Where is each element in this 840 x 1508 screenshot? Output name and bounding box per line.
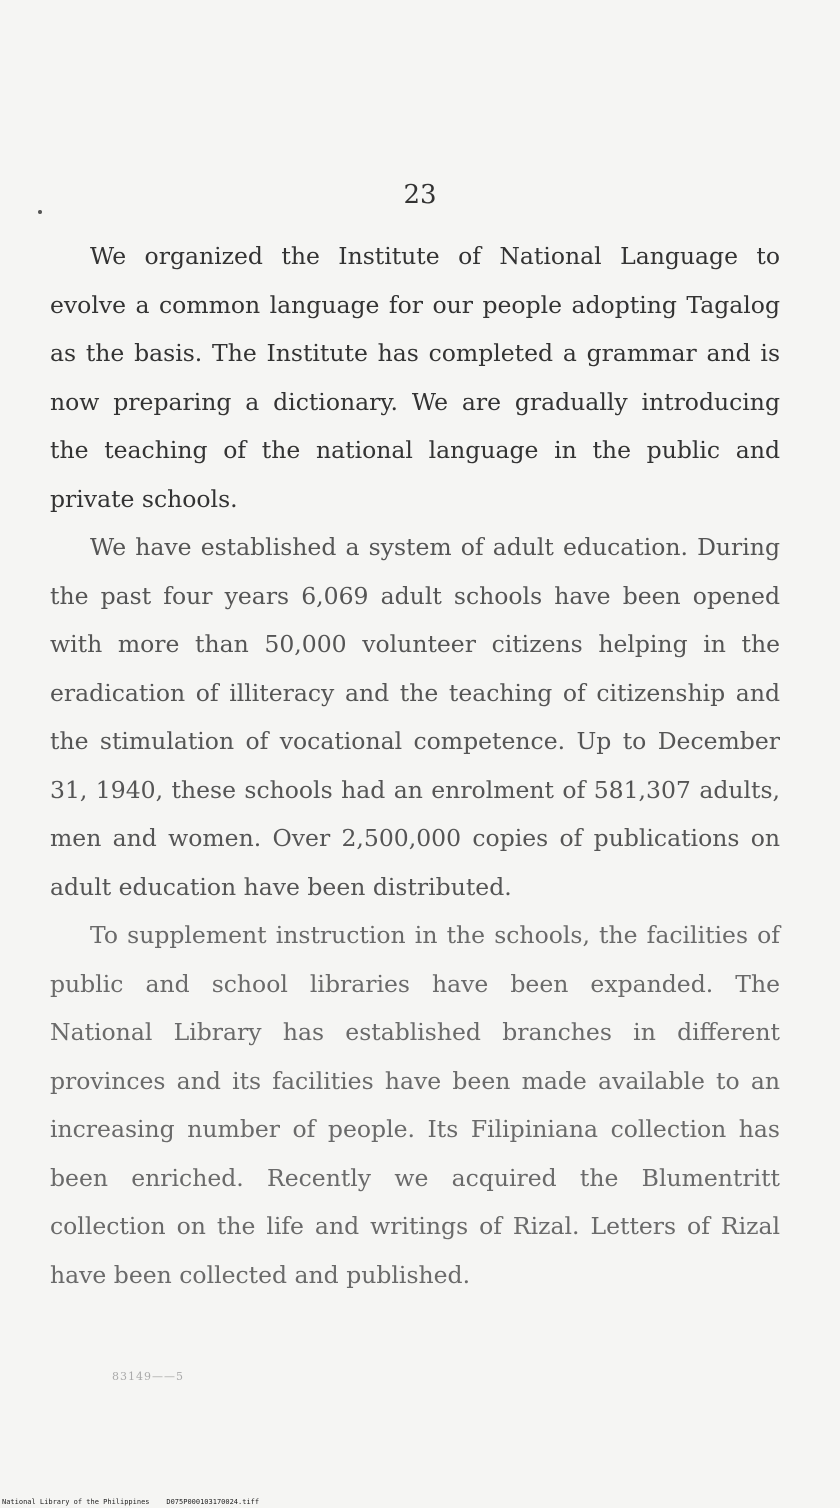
paragraph-adult-education: We have established a system of adult education. During the past four years 6,069 adult schools have been opened with more than 50,000 volunteer citizens helping in the eradication of illiteracy and the teaching of citizenship and the stimulation of vocational competence. Up to December 31, 1940, these schools had an enrolment of 581,307 adults, men and women. Over 2,500,000 copies of publications on adult education have been distributed. [50,533,780,901]
page-number: 23 [403,180,437,210]
stray-mark [38,210,42,214]
scan-footer [2,1498,259,1506]
body-text [50,232,780,1299]
printer-mark: 83149——5 [112,1370,184,1383]
paragraph-national-language: We organized the Institute of National Language to evolve a common language for our people adopting Tagalog as the basis. The Institute has completed a grammar and is now preparing a dictionary. We are gradually introducing the teaching of the national language in the public and private schools. [50,242,780,513]
footer-file: D075P00010317002‍4.tiff [166,1498,260,1506]
footer-library: National Library of the Philippines [2,1498,150,1506]
paragraph-libraries: To supplement instruction in the schools, the facilities of public and school libraries have been expanded. The National Library has established branches in different provinces and its facilities have been made available to an increasing number of people. Its Filipiniana collection has been enriched. Recently we acquired the Blumentritt collection on the life and writings of Rizal. Letters of Rizal have been collected and published. [50,921,780,1289]
